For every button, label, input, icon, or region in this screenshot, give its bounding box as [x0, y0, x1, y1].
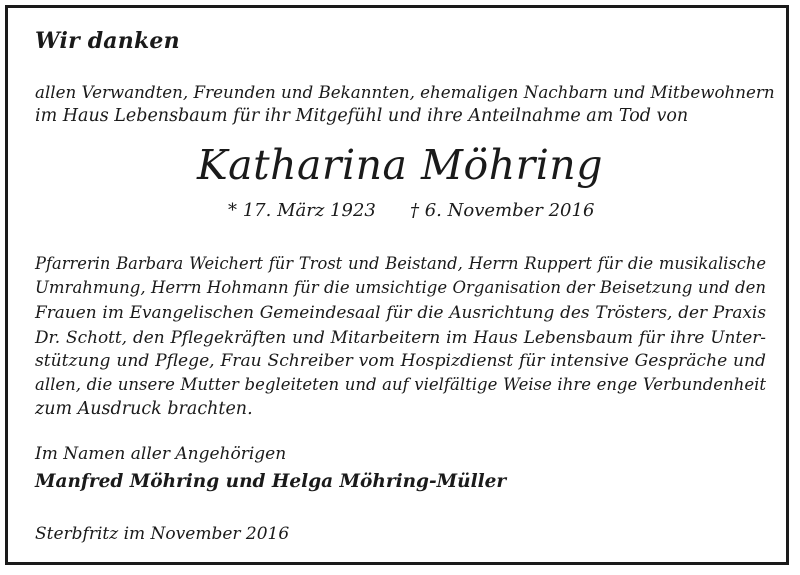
notice-heading: Wir danken	[35, 28, 180, 54]
intro-text	[35, 80, 775, 128]
paragraph-line: Dr. Schott, den Pflegekräften und Mitarbeitern im Haus Lebensbaum für ihre Unter-	[35, 326, 766, 347]
closing-phrase: Im Namen aller Angehörigen	[35, 444, 287, 464]
paragraph-line: stützung und Pflege, Frau Schreiber vom Hospizdienst für intensive Gespräche und	[35, 350, 766, 371]
signers-names: Manfred Möhring und Helga Möhring-Müller	[35, 471, 507, 492]
paragraph-line: Frauen im Evangelischen Gemeindesaal für die Ausrichtung des Trösters, der Praxis	[35, 302, 766, 323]
intro-line: allen Verwandten, Freunden und Bekannten, ehemaligen Nachbarn und Mitbewohnern	[35, 82, 775, 102]
paragraph-line: zum Ausdruck brachten.	[35, 399, 253, 420]
place-and-date: Sterbfritz im November 2016	[35, 524, 290, 544]
birth-date: * 17. März 1923	[228, 200, 376, 221]
intro-line: im Haus Lebensbaum für ihr Mitgefühl und ihre Anteilnahme am Tod von	[35, 106, 689, 126]
death-date: † 6. November 2016	[410, 200, 595, 221]
paragraph-line: allen, die unsere Mutter begleiteten und auf vielfältige Weise ihre enge Verbundenheit	[35, 375, 766, 395]
deceased-name: Katharina Möhring	[197, 141, 603, 189]
paragraph-line: Umrahmung, Herrn Hohmann für die umsichtige Organisation der Beisetzung und den	[35, 278, 766, 298]
thanks-paragraph	[35, 252, 766, 421]
paragraph-line: Pfarrerin Barbara Weichert für Trost und Beistand, Herrn Ruppert für die musikalische	[35, 254, 766, 273]
